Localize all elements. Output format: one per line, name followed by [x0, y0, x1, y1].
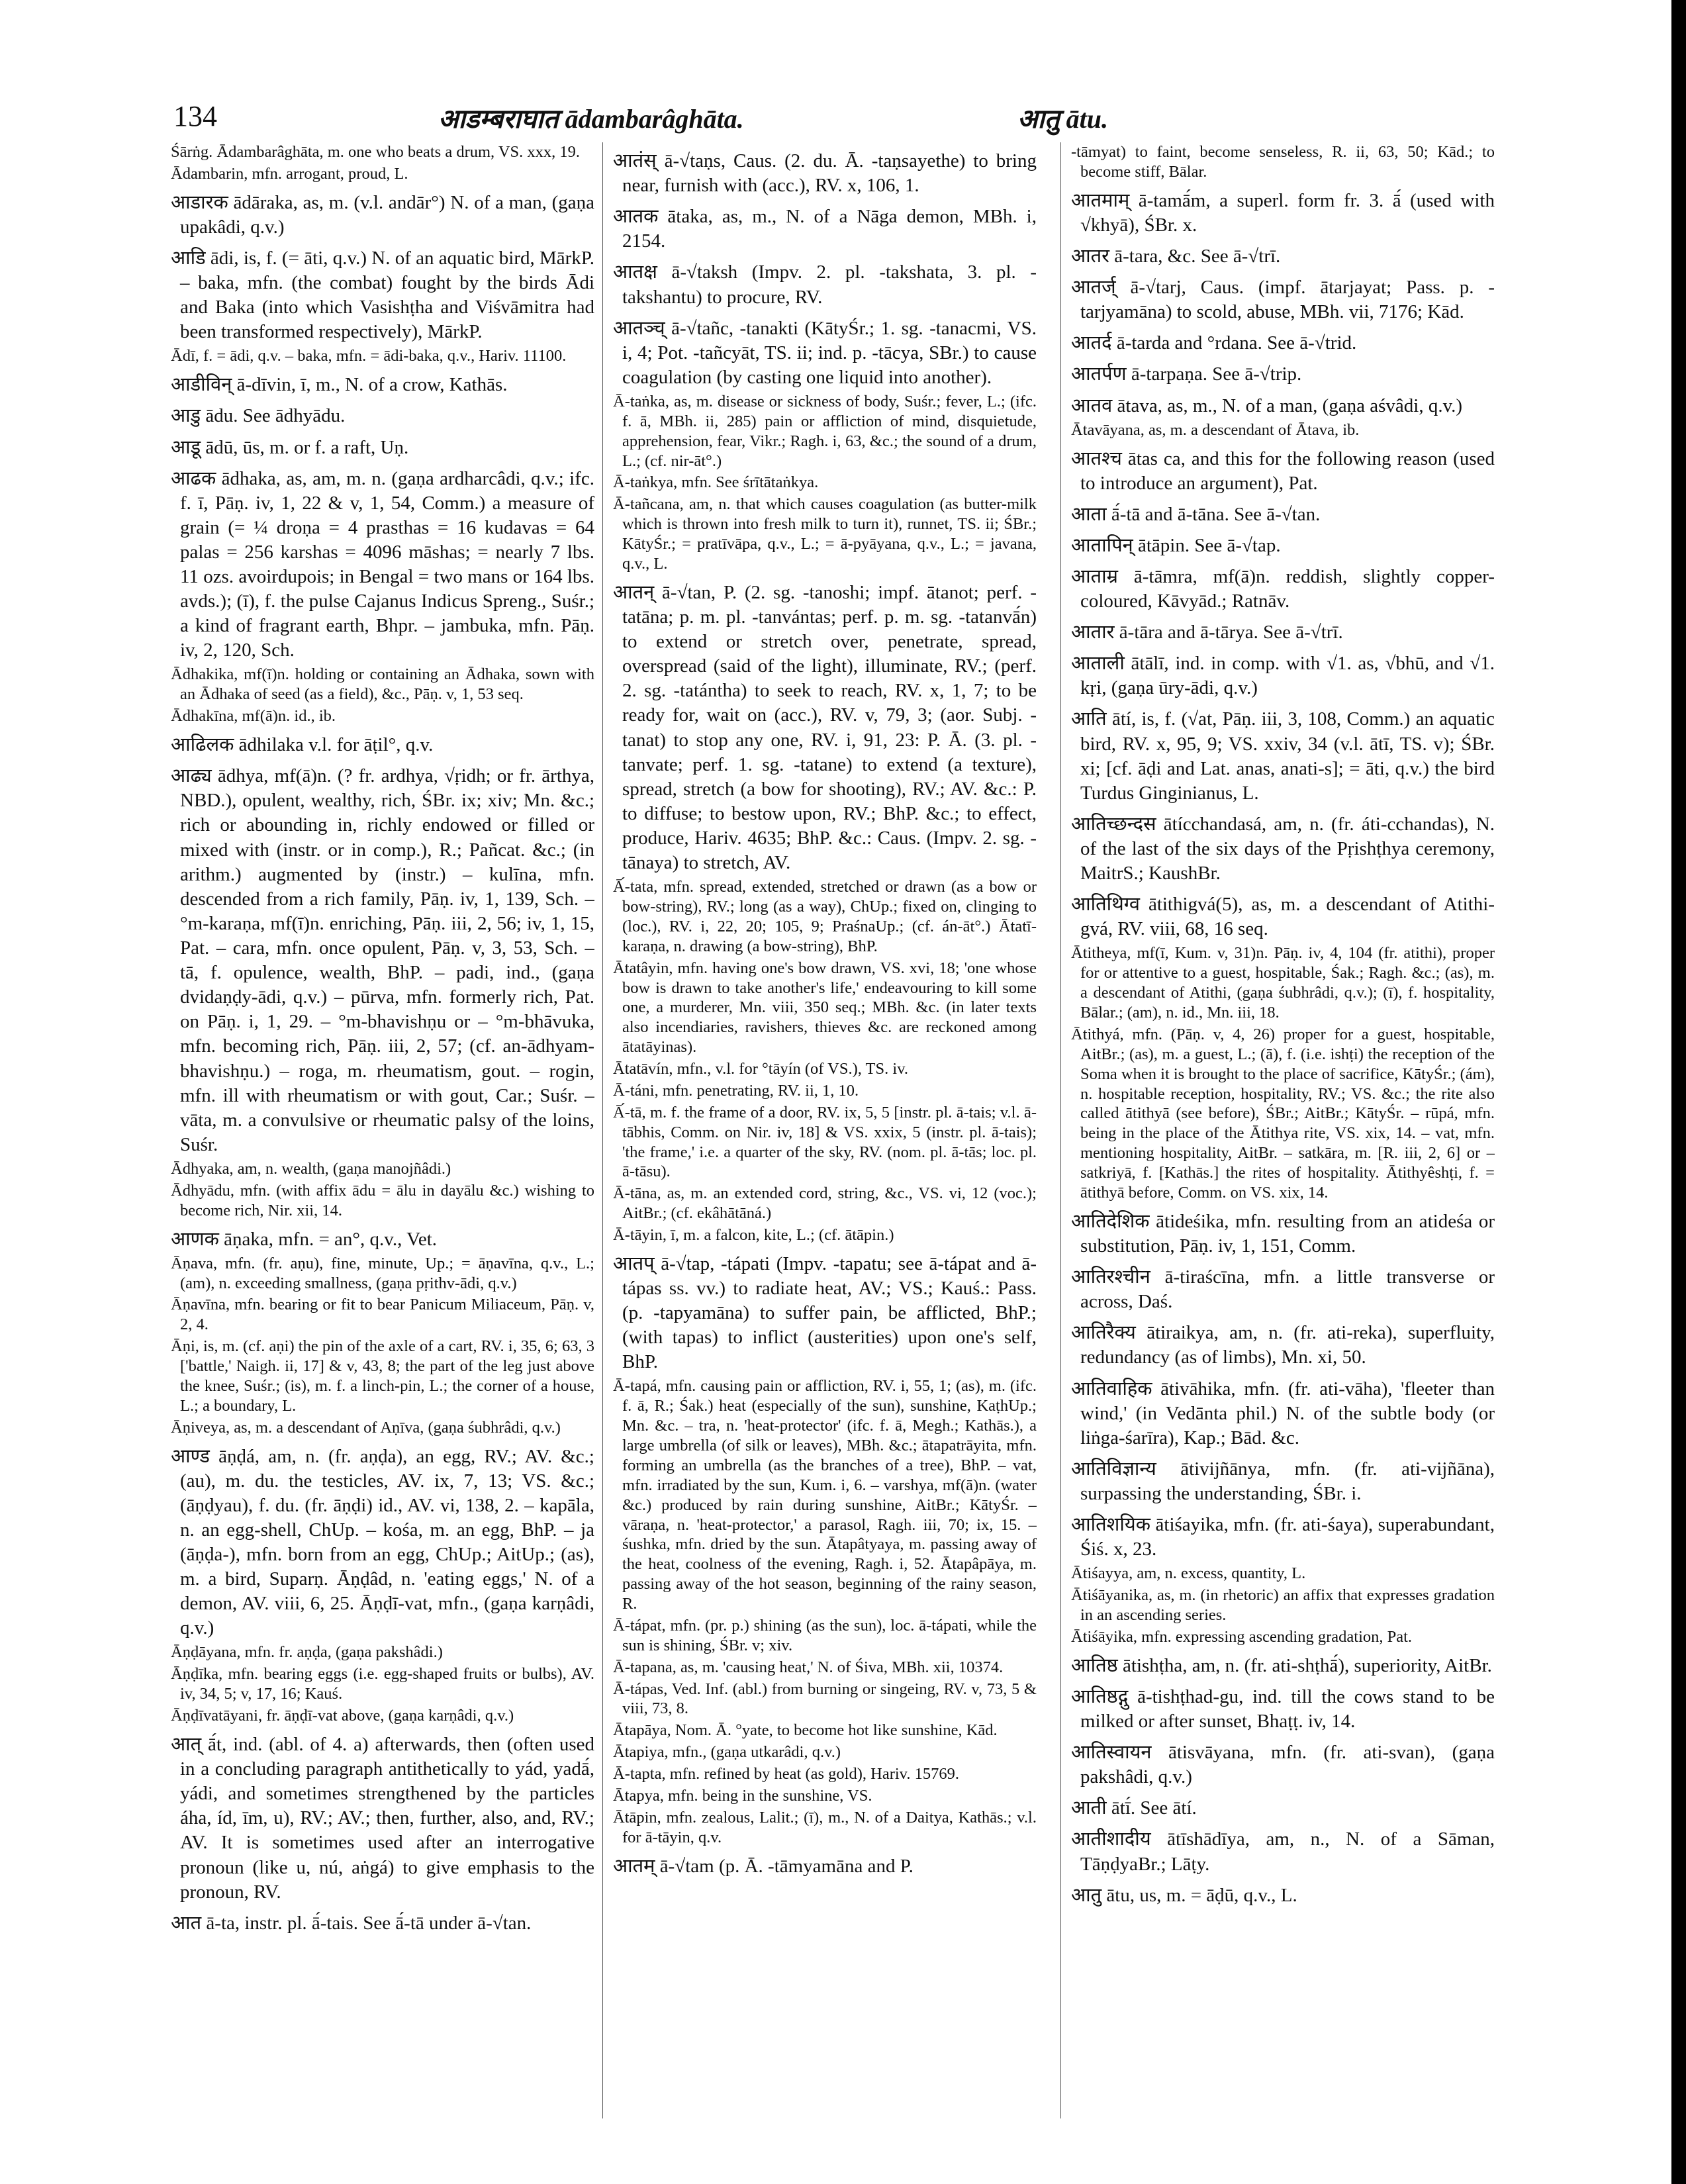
dictionary-entry: Ā-tapta, mfn. refined by heat (as gold), Hariv. 15769. [613, 1765, 959, 1783]
dictionary-entry: आति ātí, is, f. (√at, Pāṇ. iii, 3, 108, Comm.) an aquatic bird, RV. x, 95, 9; VS. xxiv, 34 (v.l. ātī, TS. v); ŚBr. xi; [cf. āḍi and Lat. anas, anati-s]; = āti, q.v.) the bird Turdus Ginginianus, L. [1071, 708, 1495, 804]
dictionary-entry: Ā-táni, mfn. penetrating, RV. ii, 1, 10. [613, 1081, 859, 1100]
dictionary-entry: Ātapya, mfn. being in the sunshine, VS. [613, 1786, 872, 1805]
dictionary-entry: आतीशादीय ātīshādīya, am, n., N. of a Sāman, TāṇḍyaBr.; Lāṭy. [1071, 1828, 1495, 1875]
right-running-headword: आतु ātu. [1017, 104, 1109, 134]
dictionary-entry: Ādambarin, mfn. arrogant, proud, L. [171, 164, 408, 183]
dictionary-entry: आतंस् ā-√taṇs, Caus. (2. du. Ā. -taṇsayethe) to bring near, furnish with (acc.), RV. x, 106, 1. [613, 150, 1037, 197]
dictionary-entry: Ātatāvín, mfn., v.l. for °tāyín (of VS.), TS. iv. [613, 1060, 908, 1078]
dictionary-entry: आताली ātālī, ind. in comp. with √1. as, √bhū, and √1. kṛi, (gaṇa ūry-ādi, q.v.) [1071, 653, 1495, 699]
dictionary-entry: Ātatâyin, mfn. having one's bow drawn, VS. xvi, 18; 'one whose bow is drawn to take another's life,' endeavouring to kill some one, a murderer, Mn. viii, 350 seq.; MBh. &c. (in later texts also incendiaries, ravishers, thieves &c. are reckoned among ātatāyinas). [613, 959, 1037, 1057]
dictionary-entry: Ā-taṅkya, mfn. See śrītātaṅkya. [613, 473, 819, 492]
dictionary-column-3 [1071, 142, 1495, 2122]
dictionary-entry: Ātapiya, mfn., (gaṇa utkarâdi, q.v.) [613, 1743, 841, 1762]
dictionary-entry: आतप् ā-√tap, -tápati (Impv. -tapatu; see ā-tápat and ā-tápas ss. vv.) to radiate heat, AV.; VS.; Kauś.: Pass. (p. -tapyamāna) to suffer pain, be afflicted, BhP.; (with tapas) to inflict (austerities) upon one's self, BhP. [613, 1253, 1037, 1373]
dictionary-entry: आतार ā-tāra and ā-tārya. See ā-√trī. [1071, 622, 1343, 643]
dictionary-entry: Ā-taṅka, as, m. disease or sickness of body, Suśr.; fever, L.; (ifc. f. ā, MBh. ii, 285) pain or affliction of mind, disquietude, apprehension, fear, Vikr.; Ragh. i, 63, &c.; the sound of a drum, L.; (cf. nir-āt°.) [613, 392, 1037, 470]
dictionary-entry: आतापिन् ātāpin. See ā-√tap. [1071, 534, 1281, 556]
dictionary-entry: आतमाम् ā-tamā́m, a superl. form fr. 3. ā́ (used with √khyā), ŚBr. x. [1071, 189, 1495, 236]
dictionary-entry: Ā́-tā, m. f. the frame of a door, RV. ix, 5, 5 [instr. pl. ā-tais; v.l. ā-tābhis, Comm. on Nir. iv, 18] & VS. xxix, 5 (instr. pl. ā-tais); 'the frame,' i.e. a quarter of the sky, RV. (nom. pl. ā-tās; loc. pl. ā-tāsu). [613, 1103, 1037, 1181]
dictionary-entry: आडु ādu. See ādhyādu. [171, 405, 346, 427]
page-number: 134 [173, 100, 217, 132]
dictionary-entry: आण्ड āṇḍá, am, n. (fr. aṇḍa), an egg, RV.; AV. &c.; (au), m. du. the testicles, AV. ix, 7, 13; VS. &c.; (āṇḍyau), f. du. (fr. āṇḍi) id., AV. vi, 138, 2. – kapāla, n. an egg-shell, ChUp. – kośa, m. an egg, BhP. – ja (āṇḍa-), mfn. born from an egg, ChUp.; AitUp.; (as), m. a bird, Suparṇ. Āṇḍâd, n. 'eating eggs,' N. of a demon, AV. viii, 6, 25. Āṇḍī-vat, mfn., (gaṇa karṇâdi, q.v.) [171, 1445, 594, 1639]
dictionary-entry: Ādī, f. = ādi, q.v. – baka, mfn. = ādi-baka, q.v., Hariv. 11100. [171, 347, 567, 365]
dictionary-entry: Ā-tápat, mfn. (pr. p.) shining (as the sun), loc. ā-tápati, while the sun is shining, ŚBr. v; xiv. [613, 1616, 1037, 1654]
dictionary-entry: आतिविज्ञान्य ātivijñānya, mfn. (fr. ati-vijñāna), surpassing the understanding, ŚBr. i. [1071, 1458, 1495, 1504]
dictionary-entry: Āṇḍāyana, mfn. fr. aṇḍa, (gaṇa pakshâdi.) [171, 1643, 443, 1662]
dictionary-entry: Ādhyaka, am, n. wealth, (gaṇa manojñâdi.) [171, 1159, 451, 1178]
dictionary-column-1 [171, 142, 594, 2122]
dictionary-entry: आत् ā́t, ind. (abl. of 4. a) afterwards, then (often used in a concluding paragraph antithetically to yád, yadā́, yádi, and sometimes strengthened by the particles áha, íd, īm, u), RV.; AV.; then, further, also, and, RV.; AV. It is sometimes used after an interrogative pronoun (like u, nú, aṅgá) to give emphasis to the pronoun, RV. [171, 1733, 594, 1903]
dictionary-entry: Ādhakīna, mf(ā)n. id., ib. [171, 707, 336, 726]
dictionary-entry: आतिस्वायन ātisvāyana, mfn. (fr. ati-svan), (gaṇa pakshâdi, q.v.) [1071, 1742, 1495, 1788]
dictionary-entry: आढक ādhaka, as, am, m. n. (gaṇa ardharcâdi, q.v.; ifc. f. ī, Pāṇ. iv, 1, 22 & v, 1, 54, Comm.) a measure of grain (= ¼ droṇa = 4 prasthas = 16 kudavas = 64 palas = 256 karshas = 4096 māshas; = nearly 7 lbs. 11 ozs. avoirdupois; in Bengal = two mans or 164 lbs. avds.); (ī), f. the pulse Cajanus Indicus Spreng., Suśr.; a kind of fragrant earth, Bhpr. – jambuka, mfn. Pāṇ. iv, 2, 120, Sch. [171, 467, 594, 661]
dictionary-entry: आडारक ādāraka, as, m. (v.l. andār°) N. of a man, (gaṇa upakâdi, q.v.) [171, 191, 594, 238]
dictionary-entry: आतिष्ठ ātishṭha, am, n. (fr. ati-shṭhā́), superiority, AitBr. [1071, 1654, 1492, 1676]
dictionary-entry: आतिष्ठद्गु ā-tishṭhad-gu, ind. till the cows stand to be milked or after sunset, Bhaṭṭ. iv, 14. [1071, 1685, 1495, 1732]
dictionary-entry: Āṇḍīka, mfn. bearing eggs (i.e. egg-shaped fruits or bulbs), AV. iv, 34, 5; v, 17, 16; Kauś. [171, 1665, 594, 1703]
dictionary-entry: आणक āṇaka, mfn. = an°, q.v., Vet. [171, 1228, 438, 1250]
dictionary-entry: Āṇḍīvatāyani, fr. āṇḍī-vat above, (gaṇa karṇâdi, q.v.) [171, 1707, 514, 1725]
dictionary-entry: Ā-tapá, mfn. causing pain or affliction, RV. i, 55, 1; (as), m. (ifc. f. ā, R.; Śak.) heat (especially of the sun), sunshine, KaṭhUp.; Mn. &c. – tra, n. 'heat-protector' (ifc. f. ā, Megh.; Kathās.), a large umbrella (of silk or leaves), MBh. &c.; ātapatrāyita, mfn. forming an umbrella (as the branches of a tree), BhP. – vat, mfn. irradiated by the sun, Kum. i, 6. – varshya, mf(ā)n. (water &c.) produced by rain during sunshine, AitBr.; KātyŚr. – vāraṇa, n. 'heat-protector,' a parasol, Ragh. iii, 70; ix, 15. – śushka, mfn. dried by the sun. Ātapâtyaya, m. passing away of the heat, coolness of the evening, Ragh. i, 52. Ātapâpāya, m. passing away of the hot season, beginning of the rainy season, R. [613, 1377, 1037, 1613]
dictionary-entry: आतञ्च् ā-√tañc, -tanakti (KātyŚr.; 1. sg. -tanacmi, VS. i, 4; Pot. -tañcyāt, TS. ii; ind. p. -tācya, SBr.) to cause coagulation (by casting one liquid into another). [613, 317, 1037, 388]
dictionary-entry: आता ā́-tā and ā-tāna. See ā-√tan. [1071, 503, 1321, 525]
dictionary-entry: Ādhakika, mf(ī)n. holding or containing an Ādhaka, sown with an Ādhaka of seed (as a field), &c., Pāṇ. v, 1, 53 seq. [171, 665, 594, 704]
dictionary-entry: आतु ātu, us, m. = āḍū, q.v., L. [1071, 1884, 1297, 1906]
dictionary-entry: आतर ā-tara, &c. See ā-√trī. [1071, 245, 1281, 267]
dictionary-entry: Āṇavīna, mfn. bearing or fit to bear Panicum Miliaceum, Pāṇ. v, 2, 4. [171, 1296, 594, 1334]
dictionary-entry: Ātithyá, mfn. (Pāṇ. v, 4, 26) proper for a guest, hospitable, AitBr.; (as), m. a guest, L.; (ā), f. (i.e. ishṭi) the reception of the Soma when it is brought to the place of sacrifice, KātyŚr.; (ám), n. hospitable reception, hospitality, RV.; VS. &c.; the rite also called ātithyā (see before), ŚBr.; AitBr.; KātyŚr. – rūpá, mfn. being in the place of the Ātithya rite, VS. xix, 14. – vat, mfn. mentioning hospitality, AitBr. – satkāra, m. [R. iii, 2, 6] or – satkriyā, f. [Kathās.] the rites of hospitality. Ātithyêshṭi, f. = ātithyā before, Comm. on VS. xix, 14. [1071, 1025, 1495, 1202]
dictionary-entry: Ādhyādu, mfn. (with affix ādu = ālu in dayālu &c.) wishing to become rich, Nir. xii, 14. [171, 1181, 594, 1219]
dictionary-entry: Ātiśayya, am, n. excess, quantity, L. [1071, 1564, 1306, 1583]
dictionary-entry: आतर्पण ā-tarpaṇa. See ā-√trip. [1071, 363, 1302, 385]
dictionary-entry: Ā-tāyin, ī, m. a falcon, kite, L.; (cf. ātāpin.) [613, 1226, 894, 1245]
dictionary-entry: Āṇava, mfn. (fr. aṇu), fine, minute, Up.; = āṇavīna, q.v., L.; (am), n. exceeding smallness, (gaṇa pṛithv-ādi, q.v.) [171, 1254, 594, 1292]
left-running-headword: आडम्बराघात ādambarâghāta. [438, 104, 744, 134]
dictionary-entry: आतक ātaka, as, m., N. of a Nāga demon, MBh. i, 2154. [613, 206, 1037, 252]
dictionary-entry: आतिच्छन्दस ātícchandasá, am, n. (fr. áti-cchandas), N. of the last of the six days of the Pṛishṭhya ceremony, MaitrS.; KaushBr. [1071, 813, 1495, 884]
dictionary-entry: Ātāpin, mfn. zealous, Lalit.; (ī), m., N. of a Daitya, Kathās.; v.l. for ā-tāyin, q.v. [613, 1808, 1037, 1846]
dictionary-entry: आतर्द ā-tarda and °rdana. See ā-√trid. [1071, 332, 1357, 354]
dictionary-entry: Ā-tañcana, am, n. that which causes coagulation (as butter-milk which is thrown into fresh milk to turn it), runnet, TS. ii; ŚBr.; KātyŚr.; = pratīvāpa, q.v., L.; = ā-pyāyana, q.v., L.; = javana, q.v., L. [613, 495, 1037, 573]
page-edge-shadow [1671, 0, 1686, 2184]
dictionary-entry: Ā-tápas, Ved. Inf. (abl.) from burning or singeing, RV. v, 73, 5 & viii, 73, 8. [613, 1680, 1037, 1718]
dictionary-entry: आतन् ā-√tan, P. (2. sg. -tanoshi; impf. ātanot; perf. -tatāna; p. m. pl. -tanvántas; perf. p. m. sg. -tatanvā́n) to extend or stretch over, penetrate, spread, overspread (said of the light), illuminate, RV.; (perf. 2. sg. -tatántha) to seek to reach, RV. x, 1, 7; to be ready for, wait on (acc.), RV. v, 79, 3; (aor. Subj. -tanat) to stop any one, RV. i, 91, 23: P. Ā. (3. pl. -tanvate; perf. 1. sg. -tatane) to extend (a texture), spread, stretch (a bow for shooting), RV.; AV. &c.: P. to diffuse; to bestow upon, RV.; BhP. &c.; to effect, produce, Hariv. 4635; BhP. &c.: Caus. (Impv. 2. sg. -tānaya) to stretch, AV. [613, 581, 1037, 874]
dictionary-entry: आतश्च ātas ca, and this for the following reason (used to introduce an argument), Pat. [1071, 448, 1495, 494]
column-divider [1060, 142, 1061, 2118]
dictionary-entry: आढिलक ādhilaka v.l. for āṭil°, q.v. [171, 734, 434, 756]
dictionary-entry: Ā́-tata, mfn. spread, extended, stretched or drawn (as a bow or bow-string), RV.; long (as a way), ChUp.; fixed on, clinging to (loc.), RV. i, 22, 20; 105, 9; PraśnaUp.; (cf. án-āt°.) Ātatī-karaṇa, n. drawing (a bow-string), BhP. [613, 878, 1037, 955]
dictionary-column-2 [613, 142, 1037, 2122]
page-header [173, 94, 1511, 140]
dictionary-entry: Ā-tapana, as, m. 'causing heat,' N. of Śiva, MBh. xii, 10374. [613, 1658, 1004, 1676]
dictionary-entry: आडीविन् ā-dīvin, ī, m., N. of a crow, Kathās. [171, 374, 508, 396]
dictionary-entry: आतिदेशिक ātideśika, mfn. resulting from an atideśa or substitution, Pāṇ. iv, 1, 151, Comm. [1071, 1210, 1495, 1257]
dictionary-entry: Ā-tāna, as, m. an extended cord, string, &c., VS. vi, 12 (voc.); AitBr.; (cf. ekâhātāná.) [613, 1184, 1037, 1223]
dictionary-entry: Ātitheya, mf(ī, Kum. v, 31)n. Pāṇ. iv, 4, 104 (fr. atithi), proper for or attentive to a guest, hospitable, Śak.; Ragh. &c.; (as), m. a descendant of Atithi, (gaṇa śubhrâdi, q.v.); (ī), f. hospitality, Bālar.; (am), n. id., Mn. iii, 18. [1071, 944, 1495, 1022]
dictionary-entry: आतक्ष ā-√taksh (Impv. 2. pl. -takshata, 3. pl. -takshantu) to procure, RV. [613, 261, 1037, 308]
dictionary-entry: आतव ātava, as, m., N. of a man, (gaṇa aśvâdi, q.v.) [1071, 395, 1463, 416]
dictionary-entry: आडि ādi, is, f. (= āti, q.v.) N. of an aquatic bird, MārkP. – baka, mfn. (the combat) fought by the birds Ādi and Baka (into which Vasishṭha and Viśvāmitra had been transformed respectively), MārkP. [171, 247, 594, 343]
dictionary-entry: आडू ādū, ūs, m. or f. a raft, Uṇ. [171, 436, 409, 458]
dictionary-entry: आताम्र ā-tāmra, mf(ā)n. reddish, slightly copper-coloured, Kāvyād.; Ratnāv. [1071, 565, 1495, 612]
dictionary-entry: Ātavāyana, as, m. a descendant of Ātava, ib. [1071, 420, 1360, 439]
dictionary-entry: आतर्ज् ā-√tarj, Caus. (impf. ātarjayat; Pass. p. -tarjyamāna) to scold, abuse, MBh. vii, 7176; Kād. [1071, 277, 1495, 323]
dictionary-entry: Āṇiveya, as, m. a descendant of Aṇīva, (gaṇa śubhrâdi, q.v.) [171, 1418, 561, 1437]
dictionary-entry: आढ्य ādhya, mf(ā)n. (? fr. ardhya, √ṛidh; or fr. ārthya, NBD.), opulent, wealthy, rich, ŚBr. ix; xiv; Mn. &c.; rich or abounding in, richly endowed or filled or mixed with (instr. or in comp.), R.; Pañcat. &c.; (in arithm.) augmented by (instr.) – kulīna, mfn. descended from a rich family, Pāṇ. iv, 1, 139, Sch. – °m-karaṇa, mf(ī)n. enriching, Pāṇ. iii, 2, 56; iv, 1, 15, Pat. – cara, mfn. once opulent, Pāṇ. v, 3, 53, Sch. – tā, f. opulence, wealth, BhP. – padi, ind., (gaṇa dvidaṇḍy-ādi, q.v.) – pūrva, mfn. formerly rich, Pat. on Pāṇ. i, 1, 29. – °m-bhavishṇu or – °m-bhāvuka, mfn. becoming rich, Pāṇ. iii, 2, 57; (cf. an-ādhyam-bhavishṇu.) – roga, m. rheumatism, gout. – rogin, mfn. ill with rheumatism or with gout, Car.; Suśr. – vāta, m. a convulsive or rheumatic palsy of the loins, Suśr. [171, 765, 594, 1155]
dictionary-entry: आतिशयिक ātiśayika, mfn. (fr. ati-śaya), superabundant, Śiś. x, 23. [1071, 1514, 1495, 1560]
dictionary-entry: आतम् ā-√tam (p. Ā. -tāmyamāna and P. [613, 1855, 913, 1877]
column-divider [602, 142, 603, 2118]
dictionary-entry: आत ā-ta, instr. pl. ā́-tais. See ā́-tā under ā-√tan. [171, 1912, 532, 1934]
dictionary-entry: आतिरश्चीन ā-tiraścīna, mfn. a little transverse or across, Daś. [1071, 1266, 1495, 1313]
dictionary-entry: Ātiśāyanika, as, m. (in rhetoric) an affix that expresses gradation in an ascending series. [1071, 1586, 1495, 1625]
dictionary-entry: Āṇi, is, m. (cf. aṇi) the pin of the axle of a cart, RV. i, 35, 6; 63, 3 ['battle,' Naigh. ii, 17] & v, 43, 8; the part of the leg just above the knee, Suśr.; (is), m. f. a linch-pin, L.; the corner of a house, L.; a boundary, L. [171, 1337, 594, 1415]
dictionary-entry: आतिथिग्व ātithigvá(5), as, m. a descendant of Atithi-gvá, RV. viii, 68, 16 seq. [1071, 894, 1495, 940]
dictionary-entry: आतिवाहिक ātivāhika, mfn. (fr. ati-vāha), 'fleeter than wind,' (in Vedānta phil.) N. of the subtle body (or liṅga-śarīra), Kap.; Bād. &c. [1071, 1378, 1495, 1448]
dictionary-entry: Śārṅg. Ādambarâghāta, m. one who beats a drum, VS. xxx, 19. [171, 143, 581, 161]
dictionary-entry: आतिरैक्य ātiraikya, am, n. (fr. ati-reka), superfluity, redundancy (as of limbs), Mn. xi, 50. [1071, 1322, 1495, 1368]
dictionary-entry: -tāmyat) to faint, become senseless, R. ii, 63, 50; Kād.; to become stiff, Bālar. [1071, 143, 1495, 181]
dictionary-entry: Ātiśāyika, mfn. expressing ascending gradation, Pat. [1071, 1627, 1413, 1646]
dictionary-entry: आती ātī́. See ātí. [1071, 1797, 1197, 1819]
dictionary-entry: Ātapāya, Nom. Ā. °yate, to become hot like sunshine, Kād. [613, 1721, 998, 1740]
